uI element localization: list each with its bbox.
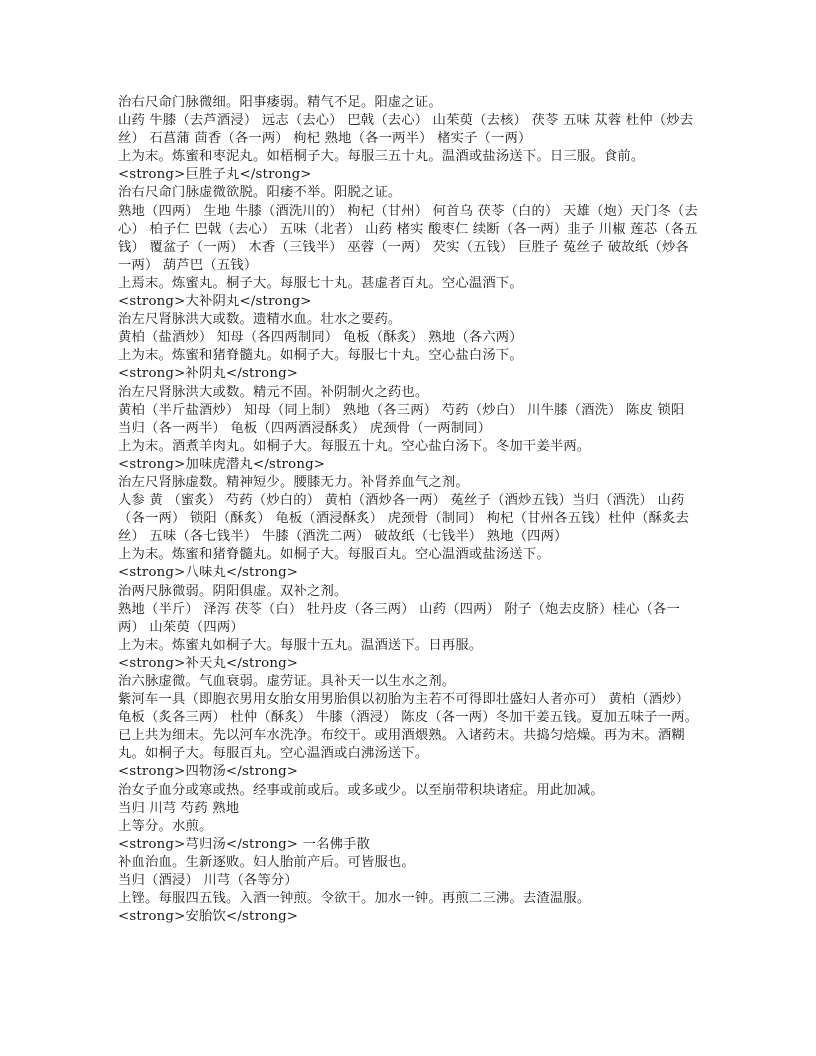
- preparation-instructions: 上为末。炼蜜丸如桐子大。每服十五丸。温酒送下。日再服。: [118, 637, 483, 653]
- ingredient-list: 人参 黄 （蜜炙） 芍药（炒白的） 黄柏（酒炒各一两） 菟丝子（酒炒五钱）当归（酒洗） 山药（各一两） 锁阳（酥炙） 龟板（酒浸酥炙） 虎颈骨（制同） 枸杞（甘州各五钱）杜仲（酥炙去丝） 五味（各七钱半） 牛膝（酒洗二两） 破故纸（七钱半） 熟地（四两）: [118, 493, 690, 545]
- paragraph: 治女子血分或寒或热。经事或前或后。或多或少。以至崩带积块诸症。用此加减。: [118, 782, 604, 798]
- ingredient-list: 山药 牛膝（去芦酒浸） 远志（去心） 巴戟（去心） 山茱萸（去核） 茯苓 五味 苁蓉 杜仲（炒去丝） 石菖蒲 茴香（各一两） 枸杞 熟地（各一两半） 楮实子（一两）: [118, 113, 694, 147]
- paragraph: 治六脉虚微。气血衰弱。虚劳证。具补天一以生水之剂。: [118, 674, 456, 689]
- recipe-heading: <strong>大补阴丸</strong>: [118, 294, 312, 310]
- paragraph: 治右尺命门脉微细。阳事痿弱。精气不足。阳虚之证。: [118, 95, 442, 110]
- ingredient-list: 黄柏（盐酒炒） 知母（各四两制同） 龟板（酥炙） 熟地（各六两）: [118, 330, 523, 346]
- document-body: [118, 94, 702, 926]
- preparation-instructions: 上为末。炼蜜和猪脊髓丸。如桐子大。每服百丸。空心温酒或盐汤送下。: [118, 547, 550, 563]
- preparation-instructions: 已上共为细末。先以河车水洗净。布绞干。或用酒煨熟。入诸药末。共捣匀焙燥。再为末。酒糊丸。如桐子大。每服百丸。空心温酒或白沸汤送下。: [118, 728, 685, 762]
- ingredient-list: 熟地（半斤） 泽泻 茯苓（白） 牡丹皮（各三两） 山药（四两） 附子（炮去皮脐）桂心（各一两） 山茱萸（四两）: [118, 601, 681, 635]
- ingredient-list: 黄柏（半斤盐酒炒） 知母（同上制） 熟地（各三两） 芍药（炒白） 川牛膝（酒洗） 陈皮 锁阳 当归（各一两半） 龟板（四两酒浸酥炙） 虎颈骨（一两制同）: [118, 402, 685, 436]
- recipe-heading: <strong>加味虎潜丸</strong>: [118, 456, 326, 472]
- paragraph: 治两尺脉微弱。阴阳俱虚。双补之剂。: [118, 583, 348, 599]
- preparation-instructions: 上为末。酒煮羊肉丸。如桐子大。每服五十丸。空心盐白汤下。冬加干姜半两。: [118, 438, 591, 454]
- paragraph: 补血治血。生新逐败。妇人胎前产后。可皆服也。: [118, 854, 415, 870]
- preparation-instructions: 上等分。水煎。: [118, 818, 213, 834]
- ingredient-list: 紫河车一具（即胞衣男用女胎女用男胎俱以初胎为主若不可得即壮盛妇人者亦可） 黄柏（酒炒）龟板（炙各三两） 杜仲（酥炙） 牛膝（酒浸） 陈皮（各一两）冬加干姜五钱。夏加五味子一两。: [118, 692, 699, 726]
- recipe-heading: <strong>芎归汤</strong> 一名佛手散: [118, 836, 371, 852]
- recipe-heading: <strong>巨胜子丸</strong>: [118, 167, 312, 183]
- ingredient-list: 当归 川芎 芍药 熟地: [118, 800, 240, 816]
- recipe-heading: <strong>补阴丸</strong>: [118, 366, 299, 382]
- recipe-heading: <strong>八味丸</strong>: [118, 565, 299, 581]
- recipe-heading: <strong>四物汤</strong>: [118, 764, 299, 780]
- paragraph: 治右尺命门脉虚微欲脱。阳痿不举。阳脱之证。: [118, 185, 402, 201]
- preparation-instructions: 上为末。炼蜜和猪脊髓丸。如桐子大。每服七十丸。空心盐白汤下。: [118, 348, 523, 364]
- recipe-heading: <strong>安胎饮</strong>: [118, 909, 299, 925]
- ingredient-list: 熟地（四两） 生地 牛膝（酒洗川的） 枸杞（甘州） 何首乌 茯苓（白的） 天雄（炮）天门冬（去心） 柏子仁 巴戟（去心） 五味（北者） 山药 楮实 酸枣仁 续断（各一两）韭子 川椒 莲芯（各五钱） 覆盆子（一两） 木香（三钱半） 巫蓉（一两） 芡实（五钱） 巨胜子 菟丝子 破故纸（炒各一两） 葫芦巴（五钱）: [118, 203, 698, 273]
- preparation-instructions: 上锉。每服四五钱。入酒一钟煎。令欲干。加水一钟。再煎二三沸。去渣温服。: [118, 891, 591, 907]
- paragraph: 治左尺肾脉洪大或数。精元不固。补阴制火之药也。: [118, 384, 429, 400]
- paragraph: 治左尺肾脉洪大或数。遗精水血。壮水之要药。: [118, 312, 402, 328]
- ingredient-list: 当归（酒浸） 川芎（各等分）: [118, 873, 298, 889]
- paragraph: 治左尺肾脉虚数。精神短少。腰膝无力。补肾养血气之剂。: [118, 474, 469, 490]
- preparation-instructions: 上为末。炼蜜和枣泥丸。如梧桐子大。每服三五十丸。温酒或盐汤送下。日三服。食前。: [118, 149, 645, 165]
- preparation-instructions: 上焉末。炼蜜丸。桐子大。每服七十丸。甚虚者百丸。空心温酒下。: [118, 275, 523, 291]
- recipe-heading: <strong>补天丸</strong>: [118, 655, 299, 671]
